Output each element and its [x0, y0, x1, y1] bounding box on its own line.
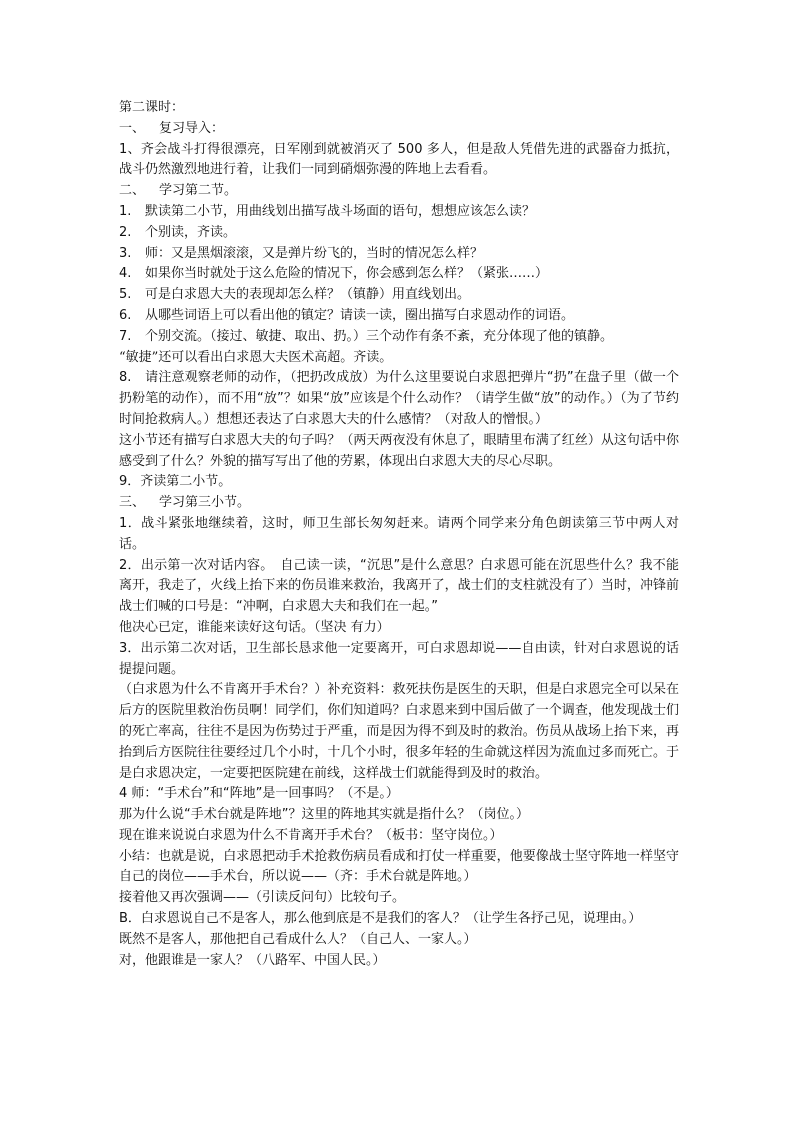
- paragraph: 小结：也就是说，白求恩把动手术抢救伤病员看成和打仗一样重要，他要像战士坚守阵地一样坚守自己的岗位——手术台，所以说——（齐：手术台就是阵地。）: [119, 848, 679, 885]
- document-body: [119, 98, 679, 971]
- list-item: 2. 个别读，齐读。: [119, 224, 237, 240]
- paragraph: B．白求恩说自己不是客人，那么他到底是不是我们的客人？（让学生各抒己见，说理由。）: [119, 911, 642, 927]
- paragraph: 接着他又再次强调——（引读反问句）比较句子。: [119, 890, 406, 906]
- list-item: 7. 个别交流。（接过、敏捷、取出、扔。）三个动作有条不紊，充分体现了他的镇静。: [119, 328, 614, 344]
- paragraph: （白求恩为什么不肯离开手术台？）补充资料：救死扶伤是医生的天职，但是白求恩完全可以呆在后方的医院里救治伤员啊！同学们，你们知道吗？白求恩来到中国后做了一个调查，他发现战士们的死亡率高，往往不是因为伤势过于严重，而是因为得不到及时的救治。伤员从战场上抬下来，再抬到后方医院往往要经过几个小时，十几个小时，很多年轻的生命就这样因为流血过多而死亡。于是白求恩决定，一定要把医院建在前线，这样战士们就能得到及时的救治。: [119, 682, 679, 781]
- list-item: 8. 请注意观察老师的动作，（把扔改成放）为什么这里要说白求恩把弹片“扔”在盘子里（做一个扔粉笔的动作），而不用“放”？如果“放”应该是个什么动作？（请学生做“放”的动作。）（为了节约时间抢救病人。）想想还表达了白求恩大夫的什么感情？（对敌人的憎恨。）: [119, 370, 679, 427]
- section-heading-3: 三、 学习第三小节。: [119, 495, 251, 511]
- paragraph: 那为什么说“手术台就是阵地”？这里的阵地其实就是指什么？（岗位。）: [119, 807, 529, 823]
- paragraph: 1．战斗紧张地继续着，这时，师卫生部长匆匆赶来。请两个同学来分角色朗读第三节中两人对话。: [119, 515, 679, 552]
- paragraph: 对，他跟谁是一家人？（八路军、中国人民。）: [119, 952, 386, 968]
- paragraph: 4 师：“手术台”和“阵地”是一回事吗？（不是。）: [119, 786, 399, 802]
- list-item: 4. 如果你当时就处于这么危险的情况下，你会感到怎么样？（紧张……）: [119, 266, 549, 282]
- list-item: 5. 可是白求恩大夫的表现却怎么样？（镇静）用直线划出。: [119, 287, 471, 303]
- section-heading-2: 二、 学习第二节。: [119, 183, 238, 199]
- paragraph: 3．出示第二次对话，卫生部长恳求他一定要离开，可白求恩却说——自由读，针对白求恩说的话提提问题。: [119, 640, 679, 677]
- list-item: 6. 从哪些词语上可以看出他的镇定？请读一读，圈出描写白求恩动作的词语。: [119, 307, 575, 323]
- paragraph: 9．齐读第二小节。: [119, 474, 232, 490]
- lesson-title: 第二课时：: [119, 100, 185, 115]
- list-item: 1. 默读第二小节，用曲线划出描写战斗场面的语句，想想应该怎么读？: [119, 203, 536, 219]
- paragraph: 既然不是客人，那他把自己看成什么人？（自己人、一家人。）: [119, 931, 477, 947]
- paragraph: 现在谁来说说白求恩为什么不肯离开手术台？（板书：坚守岗位。）: [119, 827, 503, 843]
- paragraph: 2．出示第一次对话内容。 自己读一读，“沉思”是什么意思？白求恩可能在沉思些什么？我不能离开，我走了，火线上抬下来的伤员谁来救治，我离开了，战士们的支柱就没有了）当时，冲锋前战士们喊的口号是：“冲啊，白求恩大夫和我们在一起。”: [119, 557, 679, 615]
- list-item: 3. 师：又是黑烟滚滚，又是弹片纷飞的，当时的情况怎么样？: [119, 245, 484, 261]
- paragraph: “敏捷”还可以看出白求恩大夫医术高超。齐读。: [119, 349, 393, 365]
- paragraph: 1、齐会战斗打得很漂亮，日军刚到就被消灭了 500 多人，但是敌人凭借先进的武器奋力抵抗，战斗仍然激烈地进行着，让我们一同到硝烟弥漫的阵地上去看看。: [119, 141, 679, 178]
- paragraph: 他决心已定，谁能来读好这句话。（坚决 有力）: [119, 619, 390, 635]
- paragraph: 这小节还有描写白求恩大夫的句子吗？（两天两夜没有休息了，眼睛里布满了红丝）从这句话中你感受到了什么？外貌的描写写出了他的劳累，体现出白求恩大夫的尽心尽职。: [119, 432, 679, 469]
- section-heading-1: 一、 复习导入：: [119, 120, 225, 136]
